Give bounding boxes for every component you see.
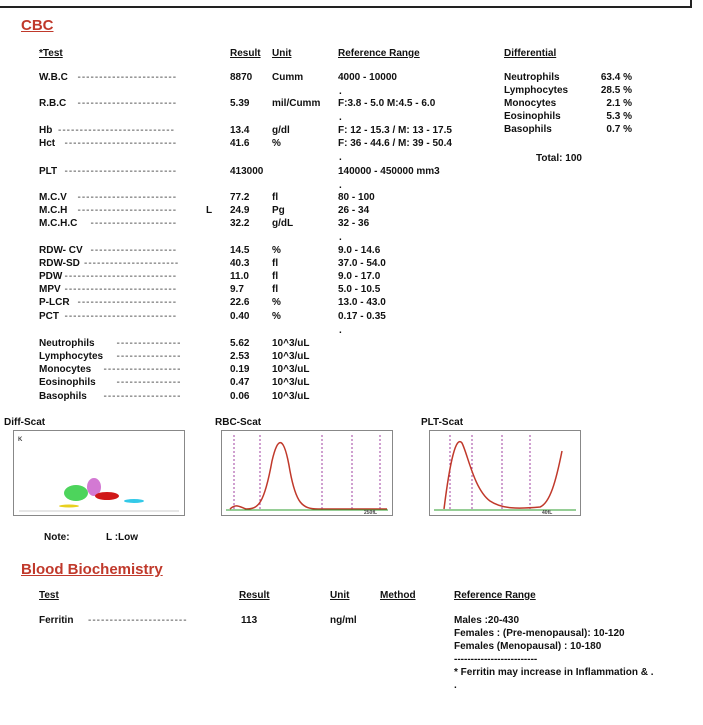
cbc-reference: 32 - 36 bbox=[338, 218, 370, 229]
cbc-leader: -------------------------- bbox=[64, 284, 178, 295]
differential-name: Eosinophils bbox=[504, 111, 561, 122]
eosinophil-cluster bbox=[124, 499, 144, 503]
cbc-unit: % bbox=[272, 311, 281, 322]
diff-scat-title: Diff-Scat bbox=[4, 417, 46, 428]
cbc-result: 13.4 bbox=[230, 125, 250, 136]
cbc-unit: fl bbox=[272, 284, 279, 295]
neutrophil-cluster bbox=[95, 492, 119, 500]
bio-ferritin-unit: ng/ml bbox=[330, 615, 357, 626]
cbc-reference: 9.0 - 14.6 bbox=[338, 245, 381, 256]
cbc-leader: --------------------------- bbox=[58, 125, 175, 136]
cbc-result: 0.40 bbox=[230, 311, 250, 322]
differential-name: Basophils bbox=[504, 124, 552, 135]
cbc-test-name: Basophils bbox=[39, 391, 87, 402]
bio-header-unit: Unit bbox=[330, 590, 350, 601]
bio-header-result: Result bbox=[239, 590, 270, 601]
header-test: *Test bbox=[39, 48, 63, 59]
rbc-axis-label: 250fL bbox=[364, 510, 378, 515]
cbc-unit: % bbox=[272, 138, 281, 149]
plt-scat-title: PLT-Scat bbox=[421, 417, 464, 428]
cbc-test-name: Neutrophils bbox=[39, 338, 95, 349]
note-label: Note: bbox=[44, 532, 70, 543]
cbc-unit: fl bbox=[272, 192, 279, 203]
cbc-unit: Pg bbox=[272, 205, 285, 216]
cbc-test-name: Hb bbox=[39, 125, 53, 136]
cbc-unit: 10^3/uL bbox=[272, 351, 310, 362]
cbc-test-name: M.C.V bbox=[39, 192, 67, 203]
differential-value: 2.1 % bbox=[606, 98, 632, 109]
cbc-result: 77.2 bbox=[230, 192, 250, 203]
diff-scat-plot bbox=[13, 430, 185, 516]
header-unit: Unit bbox=[272, 48, 292, 59]
cbc-leader: -------------------------- bbox=[64, 271, 178, 282]
cbc-unit: % bbox=[272, 297, 281, 308]
cbc-leader: --------------- bbox=[116, 338, 182, 349]
cbc-title: CBC bbox=[21, 17, 54, 34]
cbc-result: 32.2 bbox=[230, 218, 250, 229]
cbc-test-name: P-LCR bbox=[39, 297, 70, 308]
bio-reference-line: Males :20-430 bbox=[454, 615, 520, 626]
rbc-curve bbox=[230, 443, 387, 509]
header-differential: Differential bbox=[504, 48, 557, 59]
cbc-reference: 140000 - 450000 mm3 bbox=[338, 166, 440, 177]
note-text: L :Low bbox=[106, 532, 139, 543]
differential-value: 5.3 % bbox=[606, 111, 632, 122]
cbc-result: 0.19 bbox=[230, 364, 250, 375]
rbc-scat-title: RBC-Scat bbox=[215, 417, 262, 428]
cbc-test-name: PLT bbox=[39, 166, 58, 177]
bio-reference-line: ------------------------- bbox=[454, 654, 538, 665]
cbc-leader: ------------------ bbox=[103, 391, 182, 402]
differential-value: 63.4 % bbox=[600, 72, 632, 83]
bio-reference-line: . bbox=[454, 680, 457, 691]
diff-scat-corner: K bbox=[18, 437, 23, 443]
cbc-test-name: Monocytes bbox=[39, 364, 92, 375]
header-result: Result bbox=[230, 48, 261, 59]
cbc-unit: 10^3/uL bbox=[272, 391, 310, 402]
cbc-test-name: W.B.C bbox=[39, 72, 68, 83]
cbc-unit: Cumm bbox=[272, 72, 304, 83]
cbc-test-name: Lymphocytes bbox=[39, 351, 104, 362]
bio-reference-line: * Ferritin may increase in Inflammation & . bbox=[454, 667, 654, 678]
cbc-leader: ---------------------- bbox=[84, 258, 180, 269]
cbc-unit: fl bbox=[272, 271, 279, 282]
cbc-test-name: PCT bbox=[39, 311, 59, 322]
cbc-result: 9.7 bbox=[230, 284, 244, 295]
cbc-test-name: M.C.H.C bbox=[39, 218, 78, 229]
cbc-leader: ----------------------- bbox=[77, 297, 178, 308]
plt-axis-label: 40fL bbox=[542, 510, 553, 515]
cbc-test-name: RDW-SD bbox=[39, 258, 80, 269]
bio-ferritin-result: 113 bbox=[241, 615, 258, 626]
cbc-leader: --------------- bbox=[116, 377, 182, 388]
cbc-unit: mil/Cumm bbox=[272, 98, 321, 109]
cbc-unit: g/dl bbox=[272, 125, 290, 136]
cbc-reference: F: 36 - 44.6 / M: 39 - 50.4 bbox=[338, 138, 452, 149]
cbc-result: 22.6 bbox=[230, 297, 250, 308]
cbc-unit: fl bbox=[272, 258, 279, 269]
bio-reference-line: Females : (Pre-menopausal): 10-120 bbox=[454, 628, 625, 639]
cbc-test-name: PDW bbox=[39, 271, 63, 282]
top-border bbox=[0, 0, 692, 8]
cbc-result: 8870 bbox=[230, 72, 253, 83]
bio-reference-line: Females (Menopausal) : 10-180 bbox=[454, 641, 602, 652]
differential-name: Lymphocytes bbox=[504, 85, 569, 96]
cbc-result: 0.47 bbox=[230, 377, 250, 388]
cbc-unit: 10^3/uL bbox=[272, 364, 310, 375]
rbc-scat-plot bbox=[221, 430, 393, 516]
differential-value: 28.5 % bbox=[600, 85, 632, 96]
cbc-reference: 5.0 - 10.5 bbox=[338, 284, 381, 295]
reference-dot: . bbox=[339, 325, 342, 336]
cbc-result: 14.5 bbox=[230, 245, 250, 256]
cbc-reference: 13.0 - 43.0 bbox=[338, 297, 386, 308]
cbc-reference: 0.17 - 0.35 bbox=[338, 311, 386, 322]
biochem-title: Blood Biochemistry bbox=[21, 561, 163, 578]
ghost-cluster bbox=[59, 505, 79, 508]
lymphocyte-cluster bbox=[64, 485, 88, 501]
differential-value: 0.7 % bbox=[606, 124, 632, 135]
cbc-result: 413000 bbox=[230, 166, 264, 177]
bio-ferritin-name: Ferritin bbox=[39, 615, 74, 626]
cbc-test-name: Hct bbox=[39, 138, 56, 149]
cbc-leader: ----------------------- bbox=[77, 72, 178, 83]
bio-header-method: Method bbox=[380, 590, 416, 601]
cbc-leader: -------------------------- bbox=[64, 138, 178, 149]
cbc-test-name: RDW- CV bbox=[39, 245, 83, 256]
reference-dot: . bbox=[339, 180, 342, 191]
cbc-result: 11.0 bbox=[230, 271, 249, 282]
plt-scat-svg bbox=[430, 431, 580, 515]
cbc-unit: 10^3/uL bbox=[272, 377, 310, 388]
differential-name: Neutrophils bbox=[504, 72, 560, 83]
cbc-leader: ----------------------- bbox=[77, 192, 178, 203]
reference-dot: . bbox=[339, 232, 342, 243]
bio-header-reference: Reference Range bbox=[454, 590, 536, 601]
cbc-result: 5.62 bbox=[230, 338, 250, 349]
cbc-result: 5.39 bbox=[230, 98, 250, 109]
cbc-result: 41.6 bbox=[230, 138, 250, 149]
bio-header-test: Test bbox=[39, 590, 59, 601]
cbc-unit: 10^3/uL bbox=[272, 338, 310, 349]
cbc-reference: 26 - 34 bbox=[338, 205, 370, 216]
cbc-result: 2.53 bbox=[230, 351, 250, 362]
bio-ferritin-leader: ----------------------- bbox=[88, 615, 188, 626]
rbc-scat-svg bbox=[222, 431, 392, 515]
cbc-leader: -------------------------- bbox=[64, 311, 178, 322]
cbc-reference: 9.0 - 17.0 bbox=[338, 271, 381, 282]
reference-dot: . bbox=[339, 112, 342, 123]
cbc-leader: -------------------- bbox=[90, 245, 178, 256]
cbc-leader: --------------- bbox=[116, 351, 182, 362]
cbc-reference: 4000 - 10000 bbox=[338, 72, 397, 83]
cbc-flag: L bbox=[206, 205, 213, 216]
differential-name: Monocytes bbox=[504, 98, 557, 109]
reference-dot: . bbox=[339, 86, 342, 97]
header-reference-range: Reference Range bbox=[338, 48, 420, 59]
differential-total: Total: 100 bbox=[536, 153, 582, 164]
plt-curve bbox=[444, 442, 562, 509]
cbc-test-name: R.B.C bbox=[39, 98, 67, 109]
cbc-reference: 37.0 - 54.0 bbox=[338, 258, 386, 269]
cbc-test-name: MPV bbox=[39, 284, 61, 295]
cbc-result: 0.06 bbox=[230, 391, 250, 402]
cbc-result: 24.9 bbox=[230, 205, 250, 216]
cbc-leader: -------------------------- bbox=[64, 166, 178, 177]
cbc-test-name: Eosinophils bbox=[39, 377, 96, 388]
cbc-unit: % bbox=[272, 245, 281, 256]
reference-dot: . bbox=[339, 152, 342, 163]
diff-scat-svg bbox=[14, 431, 184, 515]
cbc-result: 40.3 bbox=[230, 258, 250, 269]
cbc-reference: F: 12 - 15.3 / M: 13 - 17.5 bbox=[338, 125, 452, 136]
cbc-leader: ------------------ bbox=[103, 364, 182, 375]
plt-scat-plot bbox=[429, 430, 581, 516]
cbc-reference: 80 - 100 bbox=[338, 192, 375, 203]
cbc-test-name: M.C.H bbox=[39, 205, 68, 216]
cbc-reference: F:3.8 - 5.0 M:4.5 - 6.0 bbox=[338, 98, 436, 109]
cbc-leader: ----------------------- bbox=[77, 98, 178, 109]
cbc-leader: ----------------------- bbox=[77, 205, 178, 216]
cbc-unit: g/dL bbox=[272, 218, 294, 229]
cbc-leader: -------------------- bbox=[90, 218, 178, 229]
